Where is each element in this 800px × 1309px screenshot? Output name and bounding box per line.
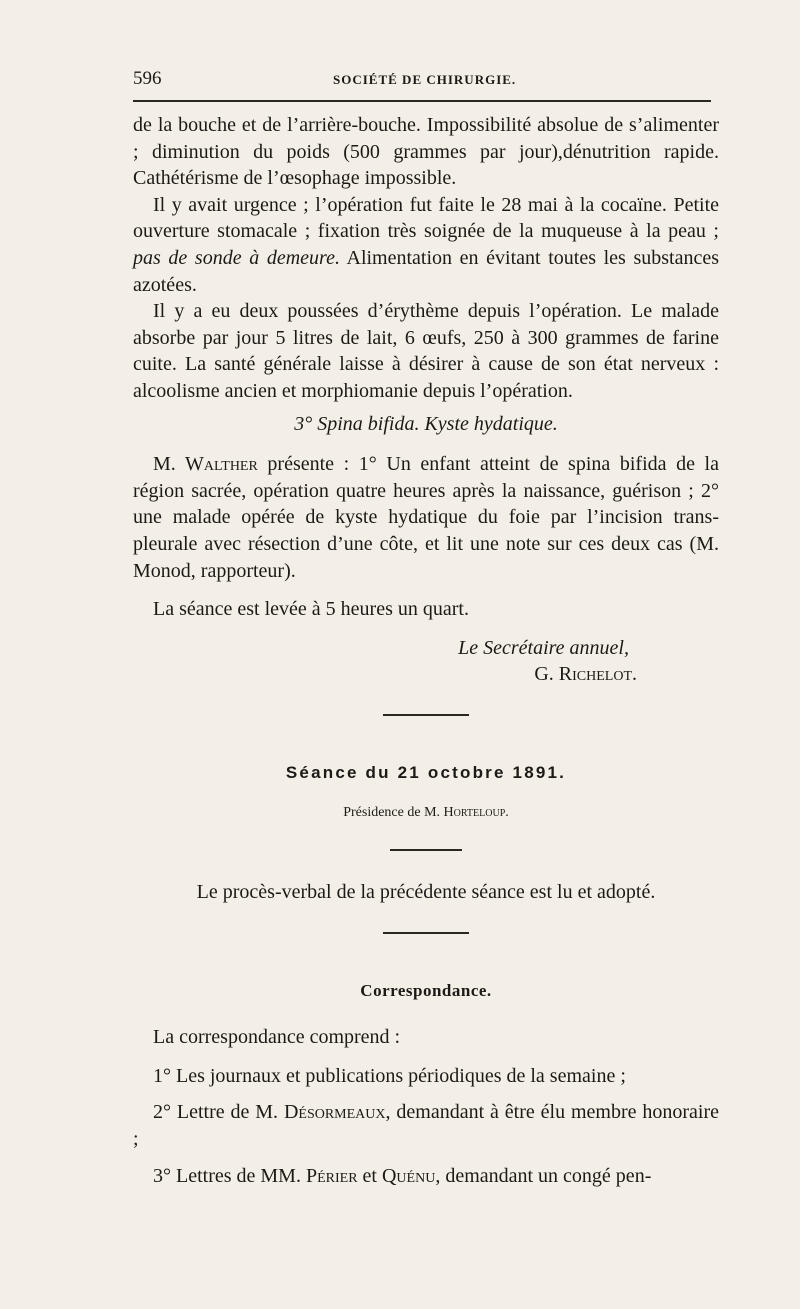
- signature-initial: G.: [534, 663, 559, 686]
- item-text: 3° Lettres de MM.: [153, 1164, 306, 1187]
- presidence-prefix: Présidence de M.: [343, 805, 444, 821]
- section-divider: [383, 714, 469, 716]
- correspondance-intro: La correspondance comprend :: [153, 1026, 401, 1049]
- member-name: Désormeaux: [283, 1101, 386, 1124]
- president-name: Horteloup.: [443, 805, 509, 821]
- italic-phrase: pas de sonde à demeure.: [133, 246, 340, 269]
- signature-name: [133, 661, 719, 688]
- paragraph-walther: [133, 451, 719, 584]
- signature-surname: Richelot.: [558, 663, 637, 686]
- paragraph-postop: Il y a eu deux poussées d’érythème depuis l’opération. Le malade absorbe par jour 5 litres de lait, 6 œufs, 250 à 300 grammes de farine cuite. La santé générale laisse à désirer à cause de son état nerveux : alcoolisme ancien et morphiomanie depuis l’opération.: [133, 300, 719, 402]
- minutes-line: Le procès-verbal de la précédente séance est lu et adopté.: [196, 881, 656, 904]
- section-divider: [390, 849, 462, 851]
- page-body: [133, 112, 719, 1189]
- header-rule: [133, 100, 711, 102]
- paragraph-text: Alimentation en évitant toutes les substances azotées.: [133, 246, 720, 296]
- signature-role: Le Secrétaire annuel,: [458, 636, 629, 659]
- running-title: SOCIÉTÉ DE CHIRURGIE.: [333, 72, 517, 87]
- member-name: Périer: [305, 1164, 358, 1187]
- section-heading-spina-bifida: 3° Spina bifida. Kyste hydatique.: [294, 412, 558, 435]
- presidence-line: [133, 800, 719, 827]
- page-number: 596: [133, 68, 162, 89]
- correspondance-item-3: [133, 1163, 719, 1190]
- seance-title: Séance du 21 octobre 1891.: [285, 762, 567, 782]
- paragraph-text: Il y avait urgence ; l’opération fut faite le 28 mai à la cocaïne. Petite ouverture stomacale ; fixation très soignée de la muqueuse à la peau ;: [133, 193, 719, 243]
- item-text: 2° Lettre de M.: [153, 1101, 284, 1124]
- item-text: et: [357, 1164, 382, 1187]
- member-name: Quénu: [381, 1164, 436, 1187]
- correspondance-heading: Correspondance.: [360, 980, 492, 1000]
- item-text: , demandant à être élu membre honoraire ;: [133, 1101, 720, 1151]
- paragraph-closing: La séance est levée à 5 heures un quart.: [153, 598, 469, 621]
- author-name: M. Walther: [153, 453, 258, 476]
- correspondance-item-2: [133, 1099, 719, 1152]
- section-divider: [383, 932, 469, 934]
- paragraph-operation: [133, 192, 719, 298]
- paragraph-text: présente : 1° Un enfant atteint de spina bifida de la région sacrée, opération quatre heures après la naissance, guérison ; 2° une malade opérée de kyste hydatique du foie par l’incision trans-pleurale avec résection d’une côte, et lit une note sur ces deux cas (M. Monod, rapporteur).: [133, 453, 719, 582]
- paragraph-continuation: de la bouche et de l’arrière-bouche. Impossibilité absolue de s’alimenter ; diminution du poids (500 grammes par jour),dénutrition rapide. Cathétérisme de l’œsophage impossible.: [133, 114, 719, 190]
- page-header: [133, 68, 711, 92]
- correspondance-item-1: 1° Les journaux et publications périodiques de la semaine ;: [153, 1064, 626, 1087]
- item-text: , demandant un congé pen-: [435, 1164, 652, 1187]
